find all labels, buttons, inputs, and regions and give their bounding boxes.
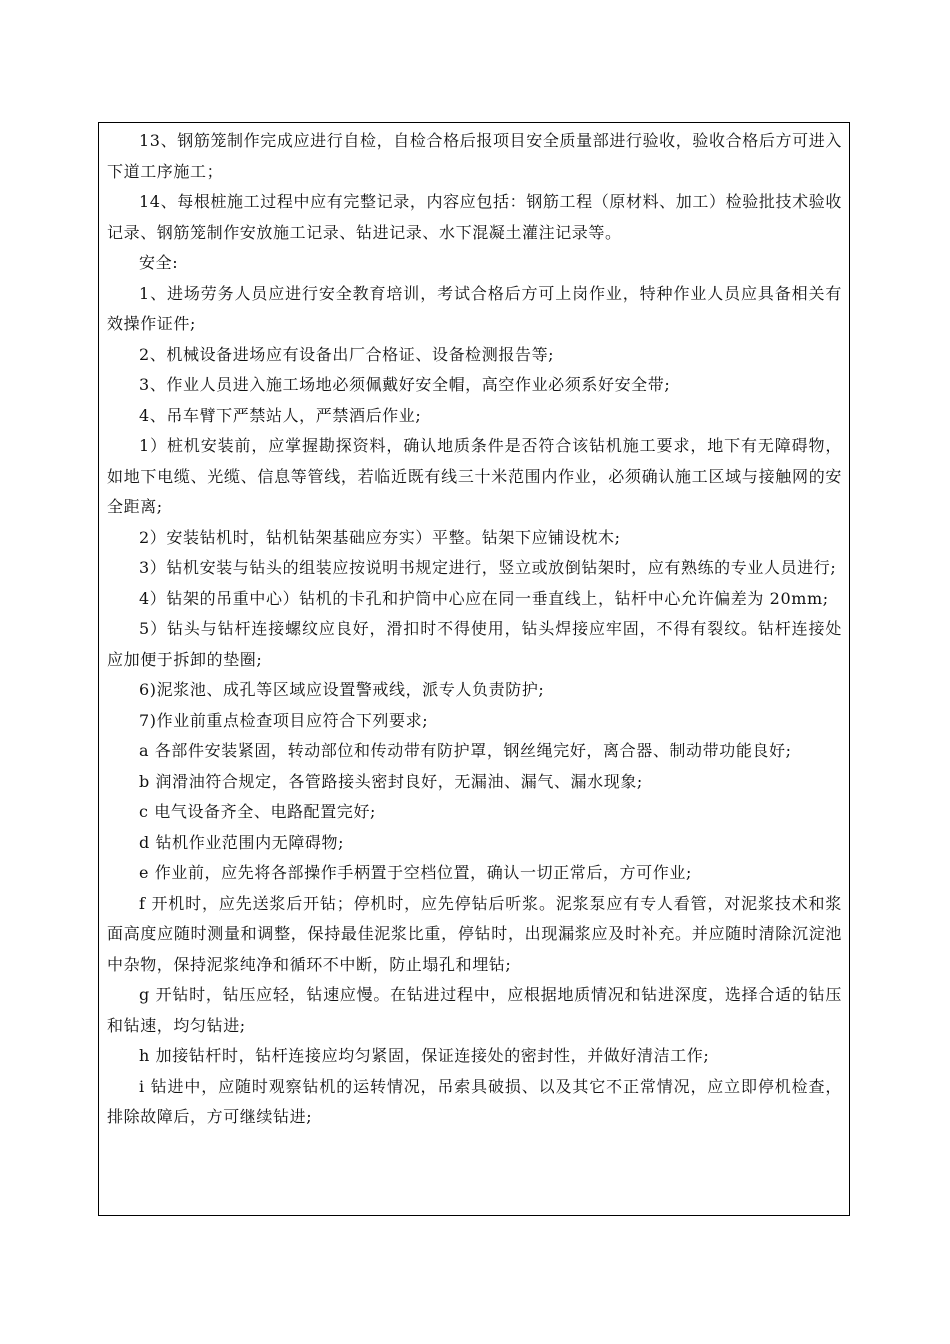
paragraph-14: 14、每根桩施工过程中应有完整记录，内容应包括：钢筋工程（原材料、加工）检验批技术验收记录、钢筋笼制作安放施工记录、钻进记录、水下混凝土灌注记录等。 — [107, 192, 842, 242]
check-item-a: a 各部件安装紧固，转动部位和传动带有防护罩，钢丝绳完好，离合器、制动带功能良好; — [139, 741, 792, 760]
safety-item-2: 2、机械设备进场应有设备出厂合格证、设备检测报告等; — [139, 344, 555, 364]
sub-item-4: 4）钻架的吊重中心）钻机的卡孔和护筒中心应在同一垂直线上，钻杆中心允许偏差为 20mm; — [139, 588, 829, 608]
safety-item-4: 4、吊车臂下严禁站人，严禁酒后作业; — [139, 405, 422, 425]
sub-item-2: 2）安装钻机时，钻机钻架基础应夯实）平整。钻架下应铺设枕木; — [139, 527, 621, 547]
sub-item-5: 5）钻头与钻杆连接螺纹应良好，滑扣时不得使用，钻头焊接应牢固，不得有裂纹。钻杆连接处应加便于拆卸的垫圈; — [107, 619, 842, 669]
check-item-c: c 电气设备齐全、电路配置完好; — [139, 802, 377, 821]
check-item-i: i 钻进中，应随时观察钻机的运转情况，吊索具破损、以及其它不正常情况，应立即停机检查，排除故障后，方可继续钻进; — [107, 1076, 842, 1126]
sub-item-1: 1）桩机安装前，应掌握勘探资料，确认地质条件是否符合该钻机施工要求，地下有无障碍物，如地下电缆、光缆、信息等管线，若临近既有线三十米范围内作业，必须确认施工区域与接触网的安全距离; — [107, 436, 842, 516]
check-item-f: f 开机时，应先送浆后开钻；停机时，应先停钻后听浆。泥浆泵应有专人看管，对泥浆技术和浆面高度应随时测量和调整，保持最佳泥浆比重，停钻时，出现漏浆应及时补充。并应随时清除沉淀池中杂物，保持泥浆纯净和循环不中断，防止塌孔和埋钻; — [107, 893, 842, 974]
check-item-g: g 开钻时，钻压应轻，钻速应慢。在钻进过程中，应根据地质情况和钻进深度，选择合适的钻压和钻速，均匀钻进; — [107, 985, 842, 1035]
paragraph-13: 13、钢筋笼制作完成应进行自检，自检合格后报项目安全质量部进行验收，验收合格后方可进入下道工序施工； — [107, 131, 842, 181]
safety-item-3: 3、作业人员进入施工场地必须佩戴好安全帽，高空作业必须系好安全带; — [139, 375, 671, 394]
check-item-e: e 作业前，应先将各部操作手柄置于空档位置，确认一切正常后，方可作业; — [139, 863, 692, 882]
section-heading-safety: 安全: — [139, 253, 179, 272]
document-body — [107, 126, 842, 1133]
sub-item-6: 6)泥浆池、成孔等区域应设置警戒线，派专人负责防护; — [139, 680, 545, 699]
sub-item-3: 3）钻机安装与钻头的组装应按说明书规定进行，竖立或放倒钻架时，应有熟练的专业人员进行; — [139, 558, 837, 577]
check-item-b: b 润滑油符合规定，各管路接头密封良好，无漏油、漏气、漏水现象; — [139, 771, 643, 791]
sub-item-7: 7)作业前重点检查项目应符合下列要求; — [139, 710, 429, 730]
check-item-d: d 钻机作业范围内无障碍物; — [139, 832, 345, 852]
check-item-h: h 加接钻杆时，钻杆连接应均匀紧固，保证连接处的密封性，并做好清洁工作; — [139, 1046, 710, 1065]
safety-item-1: 1、进场劳务人员应进行安全教育培训，考试合格后方可上岗作业，特种作业人员应具备相关有效操作证件; — [107, 283, 842, 333]
